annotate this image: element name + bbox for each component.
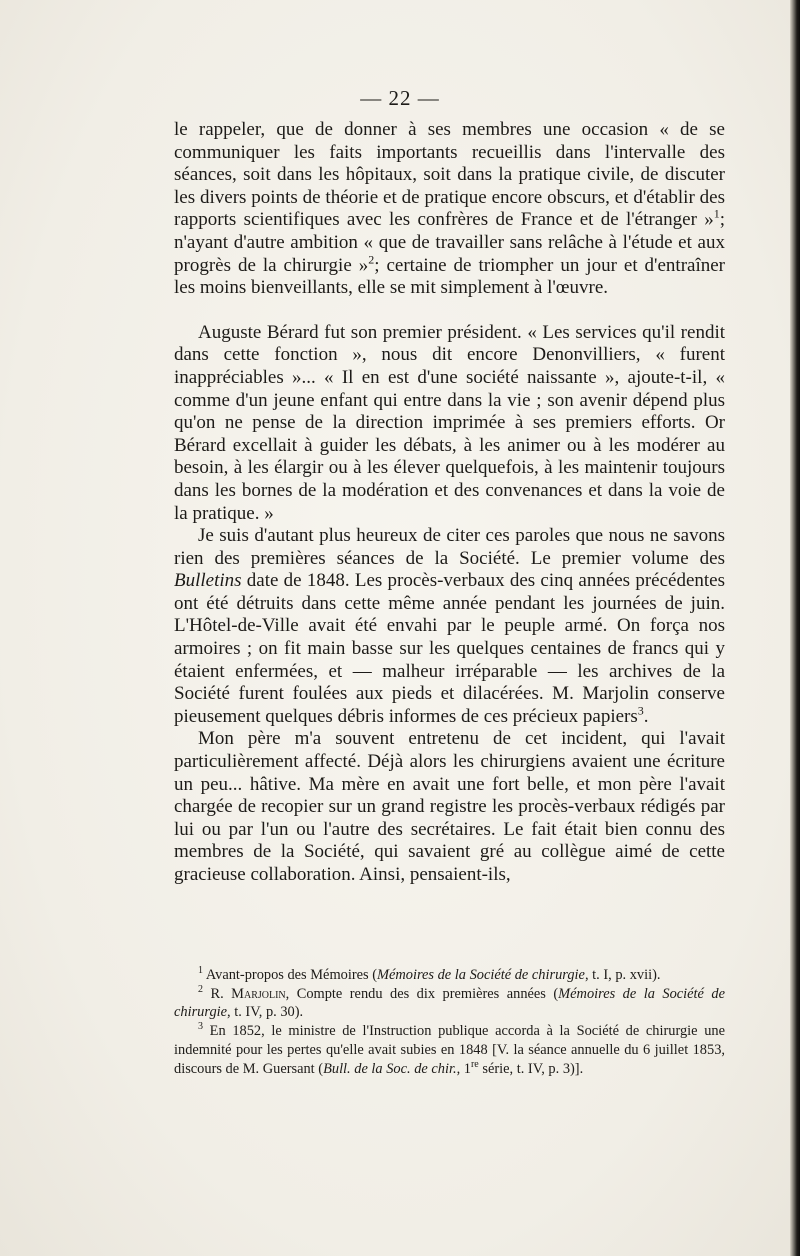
footnote-2-author: Marjolin	[231, 985, 286, 1002]
paragraph-4: Mon père m'a souvent entretenu de cet incident, qui l'avait particulièrement affecté. Déjà alors les chirurgiens avaient une écriture un peu... hâtive. Ma mère en avait une fort belle, et mon père l'avait chargée de recopier sur un grand registre les procès-verbaux rédigés par lui ou par l'un ou l'autre des secrétaires. Le fait était bien connu des membres de la Société, qui savaient gré au collègue aimé de cette gracieuse collaboration. Ainsi, pensaient-ils,	[174, 728, 725, 885]
footnote-1-mark: 1	[198, 965, 203, 977]
footnote-3-part-b: , 1	[456, 1060, 471, 1077]
footnote-ref-2: 2	[368, 252, 375, 267]
paragraph-1-part-a: le rappeler, que de donner à ses membres une occasion « de se communiquer les faits importants recueillis dans l'intervalle des séances, soit dans les hôpitaux, soit dans la pratique civile, de discuter les divers points de théorie et de pratique encore obscurs, et d'établir des rapports scientifiques avec les confrères de France et de l'étranger »	[174, 119, 725, 231]
footnote-1-part-a: Avant-propos des Mémoires (	[205, 967, 377, 983]
page-edge-shadow	[790, 0, 800, 1256]
footnote-3	[174, 1022, 725, 1078]
paragraph-3-part-c: .	[643, 705, 649, 727]
footnote-1-part-b: , t. I, p. xvii).	[584, 967, 661, 983]
footnote-1-title: Mémoires de la Société de chirurgie	[377, 967, 585, 983]
footnote-3-mark: 3	[198, 1021, 203, 1033]
footnote-2-mark: 2	[198, 983, 203, 995]
paragraph-3-part-a: Je suis d'autant plus heureux de citer ces paroles que nous ne savons rien des premières séances de la Société. Le premier volume des	[174, 525, 725, 569]
footnote-3-part-a: En 1852, le ministre de l'Instruction publique accorda à la Société de chirurgie une indemnité pour les pertes qu'elle avait subies en 1848 [V. la séance annuelle du 6 juillet 1853, discours de M. Guersant (	[174, 1023, 725, 1077]
footnote-ref-1: 1	[713, 207, 720, 222]
body-text	[174, 119, 725, 887]
paragraph-3-part-b: date de 1848. Les procès-verbaux des cinq années précédentes ont été détruits dans cette même année pendant les journées de juin. L'Hôtel-de-Ville avait été envahi par le peuple armé. On força nos armoires ; on fit main basse sur les quelques centaines de francs qui y étaient enfermées, et — malheur irréparable — les archives de la Société furent foulées aux pieds et dilacérées. M. Marjolin conserve pieusement quelques débris informes de ces précieux papiers	[174, 570, 725, 727]
footnote-2-part-c: , t. IV, p. 30).	[227, 1004, 304, 1021]
paragraph-3	[174, 525, 725, 728]
footnote-2-title: Mémoires de la Société de chirurgie	[174, 985, 726, 1021]
footnote-3-title: Bull. de la Soc. de chir.	[323, 1060, 457, 1077]
footnote-2	[174, 985, 725, 1022]
footnote-2-part-b: , Compte rendu des dix premières années (	[285, 985, 559, 1002]
footnote-1	[174, 966, 725, 985]
paragraph-2: Auguste Bérard fut son premier président. « Les services qu'il rendit dans cette fonction », nous dit encore Denonvilliers, « furent inappréciables »... « Il en est d'une société naissante », ajoute-t-il, « comme d'un jeune enfant qui entre dans la vie ; son avenir dépend plus qu'on ne pense de la direction imprimée à ses premiers efforts. Or Bérard excellait à guider les débats, à les animer ou à les modérer au besoin, à les élargir ou à les élever quelquefois, à les maintenir toujours dans les bornes de la modération et des convenances et dans la voie de la pratique. »	[174, 321, 725, 524]
footnote-2-part-a: R.	[210, 985, 232, 1002]
footnote-ref-3: 3	[637, 703, 644, 718]
paragraph-1-part-c: ; certaine de triompher un jour et d'entraîner les moins bienveillants, elle se mit simplement à l'œuvre.	[174, 254, 725, 299]
footnotes	[174, 966, 725, 1078]
paragraph-1-part-b: ; n'ayant d'autre ambition « que de travailler sans relâche à l'étude et aux progrès de la chirurgie »	[174, 209, 725, 276]
bulletins-title: Bulletins	[174, 570, 242, 592]
paragraph-1	[174, 119, 725, 300]
footnote-3-part-c: série, t. IV, p. 3)].	[478, 1060, 584, 1077]
page-number: — 22 —	[360, 86, 440, 110]
footnote-3-ordinal: re	[470, 1058, 479, 1070]
